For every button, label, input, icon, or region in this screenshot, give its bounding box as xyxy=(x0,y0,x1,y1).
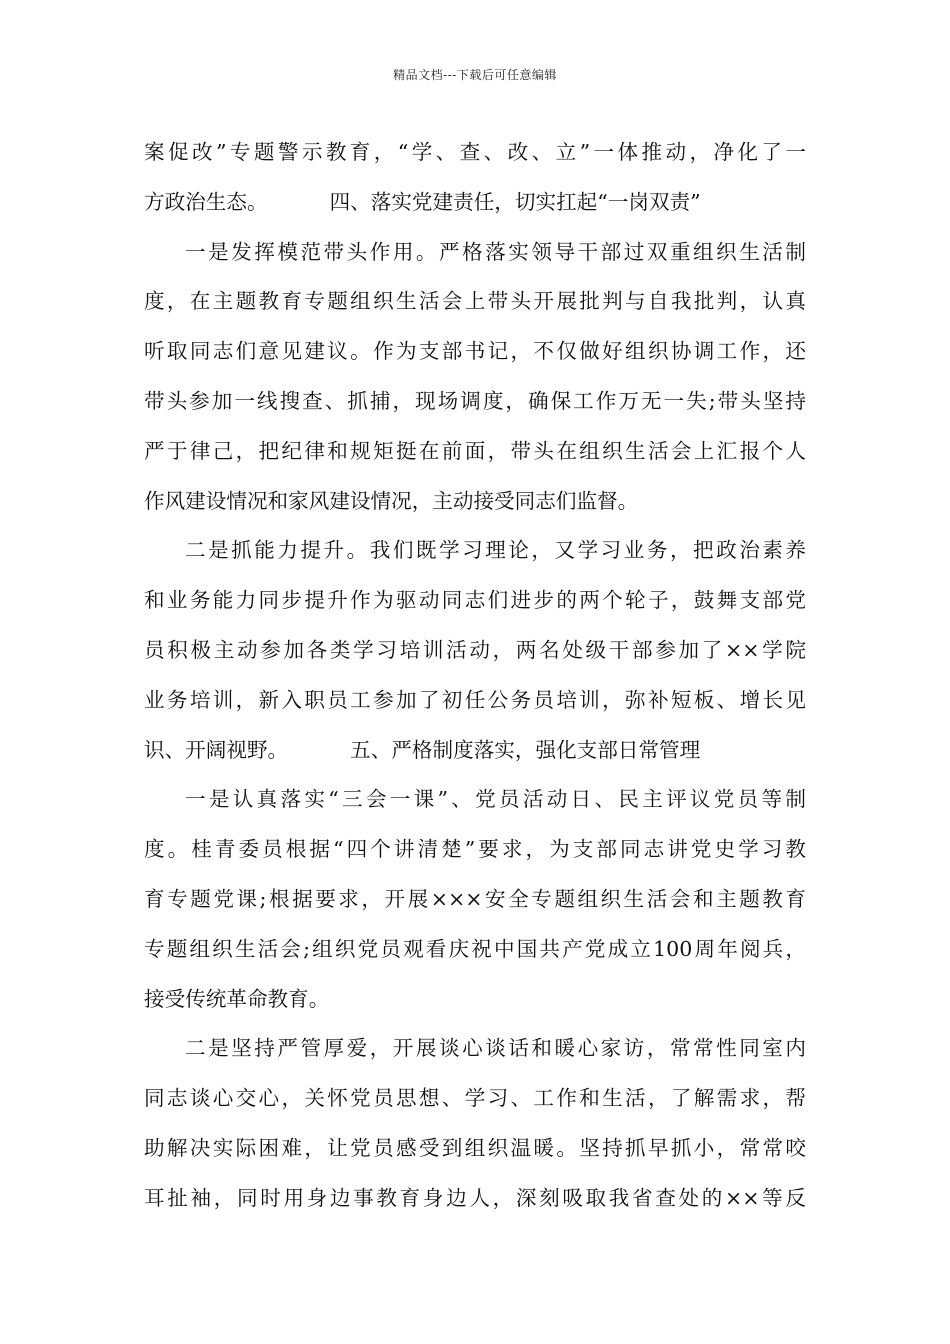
text-line: 接受传统革命教育。 xyxy=(144,986,330,1011)
text-line: 助解决实际困难，让党员感受到组织温暖。坚持抓早抓小，常常咬 xyxy=(144,1135,806,1160)
text-line: 严于律己，把纪律和规矩挺在前面，带头在组织生活会上汇报个人 xyxy=(144,438,806,463)
text-line: 度。桂青委员根据“四个讲清楚”要求，为支部同志讲党史学习教 xyxy=(144,837,806,862)
text-line: 育专题党课;根据要求，开展×××安全专题组织生活会和主题教育 xyxy=(144,886,806,911)
text-line: 二是坚持严管厚爱，开展谈心谈话和暖心家访，常常性同室内 xyxy=(185,1036,806,1061)
text-line: 听取同志们意见建议。作为支部书记，不仅做好组织协调工作，还 xyxy=(144,339,806,364)
text-line: 专题组织生活会;组织党员观看庆祝中国共产党成立100周年阅兵， xyxy=(144,936,806,961)
text-line: 二是抓能力提升。我们既学习理论，又学习业务，把政治素养 xyxy=(185,538,806,563)
text-line: 耳扯袖，同时用身边事教育身边人，深刻吸取我省查处的××等反 xyxy=(144,1185,806,1210)
text-line: 作风建设情况和家风建设情况，主动接受同志们监督。 xyxy=(144,488,639,513)
text-fragment: 方政治生态。 xyxy=(144,189,268,214)
text-line-with-heading xyxy=(144,726,806,776)
text-line: 度，在主题教育专题组织生活会上带头开展批判与自我批判，认真 xyxy=(144,289,806,314)
document-body xyxy=(144,128,806,1224)
section-heading-4: 四、落实党建责任，切实扛起“一岗双责” xyxy=(329,189,701,214)
text-line: 一是发挥模范带头作用。严格落实领导干部过双重组织生活制 xyxy=(185,239,806,264)
text-line: 案促改”专题警示教育，“学、查、改、立”一体推动，净化了一 xyxy=(144,140,806,164)
text-line: 和业务能力同步提升作为驱动同志们进步的两个轮子，鼓舞支部党 xyxy=(144,588,806,613)
text-line: 同志谈心交心，关怀党员思想、学习、工作和生活，了解需求，帮 xyxy=(144,1086,806,1111)
text-line: 业务培训，新入职员工参加了初任公务员培训，弥补短板、增长见 xyxy=(144,687,806,712)
text-line-with-heading xyxy=(144,178,806,228)
section-heading-5: 五、严格制度落实，强化支部日常管理 xyxy=(350,737,701,762)
text-line: 带头参加一线搜查、抓捕，现场调度，确保工作万无一失;带头坚持 xyxy=(144,388,806,413)
text-line: 一是认真落实“三会一课”、党员活动日、民主评议党员等制 xyxy=(185,787,806,812)
page-header: 精品文档---下载后可任意编辑 xyxy=(393,68,557,82)
text-fragment: 识、开阔视野。 xyxy=(144,737,289,762)
text-line: 员积极主动参加各类学习培训活动，两名处级干部参加了××学院 xyxy=(144,637,806,662)
